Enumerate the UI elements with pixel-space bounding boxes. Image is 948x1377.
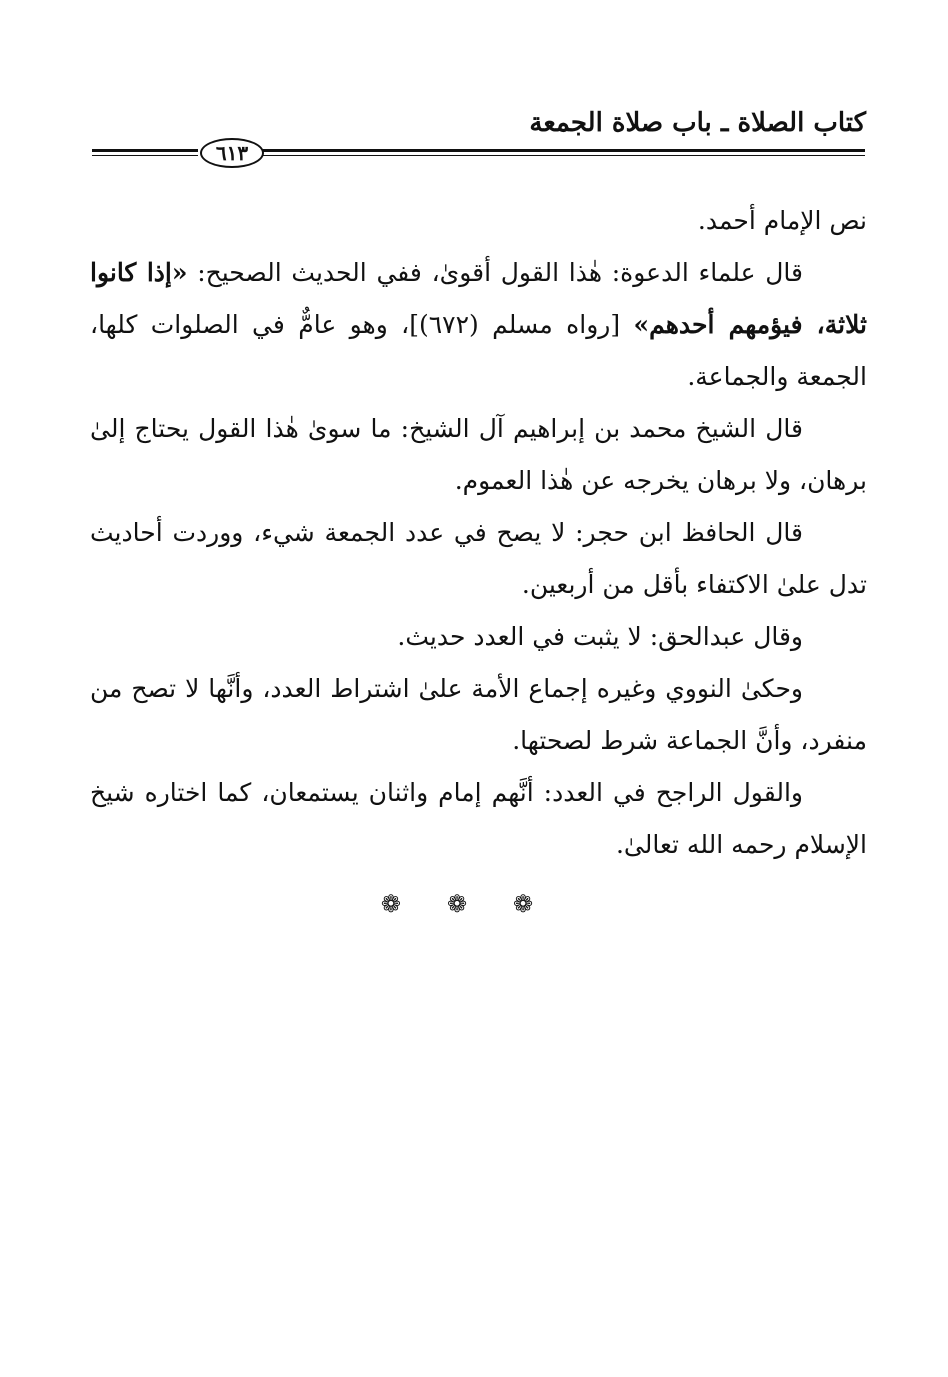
paragraph-4: قال الحافظ ابن حجر: لا يصح في عدد الجمعة شيء، ووردت أحاديث تدل علىٰ الاكتفاء بأقل من أربعين.: [90, 518, 867, 599]
paragraph-2-intro: قال علماء الدعوة: هٰذا القول أقوىٰ، ففي الحديث الصحيح:: [187, 258, 803, 287]
hadith-quote: «إذا كانوا ثلاثة، فيؤمهم أحدهم»: [90, 258, 867, 339]
header-rule: [92, 142, 865, 172]
section-separator: [0, 890, 948, 918]
body-text: [90, 195, 867, 871]
star-ornament-icon: ❁: [513, 890, 568, 918]
header-rule-thin-line: [262, 155, 865, 156]
paragraph-5: وقال عبدالحق: لا يثبت في العدد حديث.: [397, 622, 803, 651]
header-rule-thick-line-left: [92, 149, 198, 152]
paragraph-6: وحكىٰ النووي وغيره إجماع الأمة علىٰ اشتراط العدد، وأنَّها لا تصح من منفرد، وأنَّ الجماعة شرط لصحتها.: [90, 674, 867, 755]
paragraph-2: [90, 247, 867, 403]
paragraph-1: نص الإمام أحمد.: [697, 206, 867, 235]
header-rule-thick-line: [262, 149, 865, 152]
star-ornament-icon: ❁: [446, 890, 502, 918]
running-title: كتاب الصلاة ـ باب صلاة الجمعة: [529, 108, 866, 138]
page-number: ٦١٣: [200, 138, 264, 168]
header-rule-thin-line-left: [92, 155, 198, 156]
paragraph-3: قال الشيخ محمد بن إبراهيم آل الشيخ: ما سوىٰ هٰذا القول يحتاج إلىٰ برهان، ولا برهان يخرجه عن هٰذا العموم.: [90, 414, 867, 495]
star-ornament-icon: ❁: [380, 890, 435, 918]
paragraph-2-rest: [رواه مسلم (٦٧٢)]، وهو عامٌّ في الصلوات كلها، الجمعة والجماعة.: [90, 310, 867, 391]
paragraph-7: والقول الراجح في العدد: أنَّهم إمام واثنان يستمعان، كما اختاره شيخ الإسلام رحمه الله تعالىٰ.: [90, 778, 867, 859]
